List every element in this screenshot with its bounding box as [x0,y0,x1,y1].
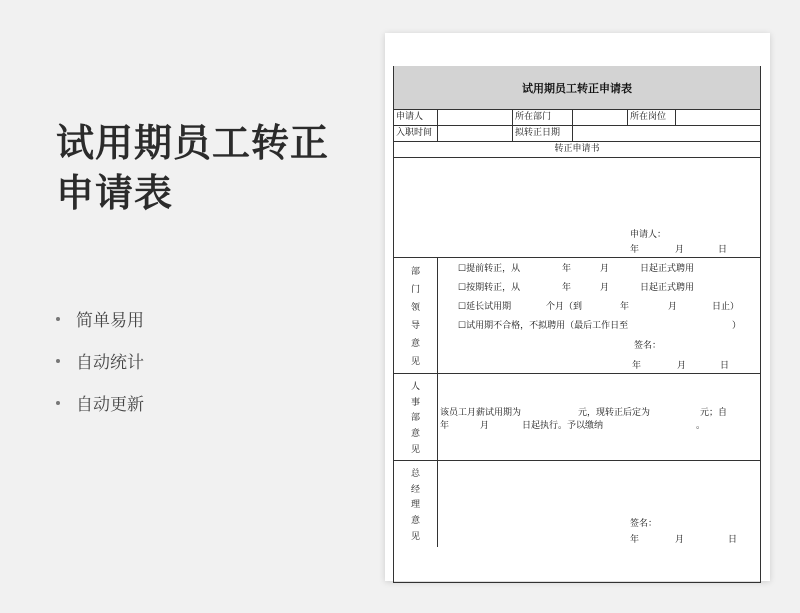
option-not-qualified[interactable]: ☐试用期不合格，不拟聘用（最后工作日至 [458,321,629,331]
application-letter-block[interactable]: 申请人： 年 月 日 [394,158,760,258]
department-field[interactable] [573,110,628,125]
gm-opinion-label: 总 经 理 意 见 [394,461,438,547]
entry-time-label: 入职时间 [394,126,438,141]
planned-date-label: 拟转正日期 [513,126,573,141]
form-title: 试用期员工转正申请表 [394,66,760,110]
bullet-icon [56,401,60,405]
position-label: 所在岗位 [628,110,676,125]
bullet-icon [56,359,60,363]
gm-opinion-block[interactable]: 总 经 理 意 见 签名： 年 月 日 [394,461,760,547]
option-scheduled-confirm[interactable]: ☐按期转正，从 [458,283,521,293]
hr-opinion-label: 人 事 部 意 见 [394,374,438,460]
feature-item: 自动更新 [56,392,144,413]
department-opinion-label: 部 门 领 导 意 见 [394,258,438,373]
bullet-icon [56,317,60,321]
form-row-entry [394,126,760,142]
form-row-applicant [394,110,760,126]
position-field[interactable] [676,110,760,125]
feature-item: 自动统计 [56,350,144,371]
promo-title-line2: 申请表 [56,171,174,215]
department-opinion-block[interactable]: 部 门 领 导 意 见 ☐提前转正，从 年 月 日起正式聘用 ☐按期转正，从 年 月 日起正式聘用 ☐延长试用期 个月（到 年 月 日止） ☐试用期不合格，不拟聘用（最后工作日至 ） 签名： 年 月 日 [394,258,760,374]
department-label: 所在部门 [513,110,573,125]
applicant-label: 申请人 [394,110,438,125]
section-title: 转正申请书 [394,142,760,158]
planned-date-field[interactable] [573,126,760,141]
promo-title-line1: 试用期员工转正 [56,121,330,165]
hr-opinion-block[interactable]: 人 事 部 意 见 该员工月薪试用期为 元，现转正后定为 元；自 年 月 日起执行。予以缴纳 。 [394,374,760,461]
feature-list [56,308,144,434]
applicant-field[interactable] [438,110,513,125]
entry-time-field[interactable] [438,126,513,141]
feature-item: 简单易用 [56,308,144,329]
option-extend-probation[interactable]: ☐延长试用期 [458,302,512,312]
document-preview [385,33,770,581]
promo-title [56,118,329,218]
application-form [393,66,761,583]
option-early-confirm[interactable]: ☐提前转正，从 [458,264,521,274]
